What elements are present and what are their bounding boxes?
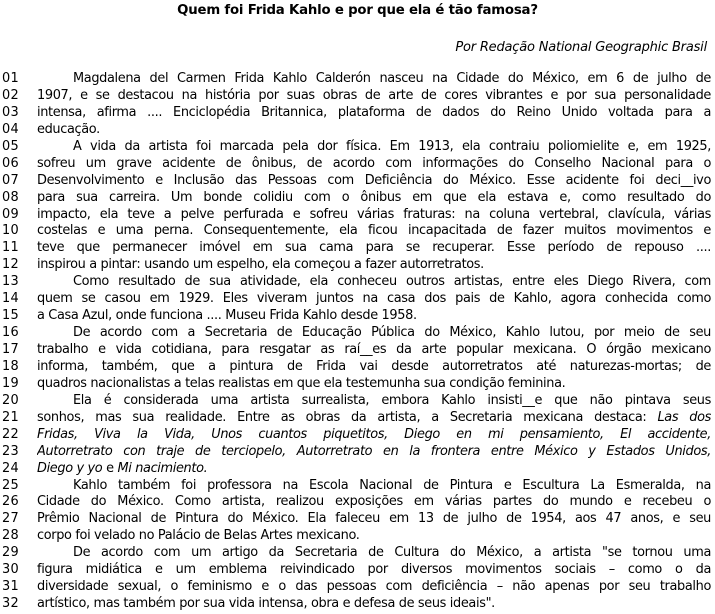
text-line xyxy=(0,156,715,173)
text-line xyxy=(0,173,715,190)
line-number: 12 xyxy=(2,257,20,273)
line-text xyxy=(37,88,711,105)
line-number: 03 xyxy=(2,104,20,120)
line-text-segment: costelas e uma perna. Consequentemente, ela ficou incapacitada de fazer muitos movimentos e xyxy=(37,223,711,239)
line-text-segment: teve que permanecer imóvel em sua cama para se recuperar. Esse período de repouso .... xyxy=(37,240,711,256)
line-text xyxy=(37,461,711,478)
line-text xyxy=(37,173,711,190)
line-text xyxy=(37,257,711,274)
text-line xyxy=(0,105,715,122)
line-text xyxy=(37,494,711,511)
text-line xyxy=(0,410,715,427)
line-number: 26 xyxy=(2,494,20,510)
line-text xyxy=(37,71,711,88)
line-text xyxy=(37,410,711,427)
line-number: 32 xyxy=(2,596,20,612)
line-number: 15 xyxy=(2,308,20,324)
text-line xyxy=(0,88,715,105)
text-line xyxy=(0,596,715,613)
line-text xyxy=(37,207,711,224)
article-byline: Por Redação National Geographic Brasil xyxy=(455,40,707,55)
line-number: 22 xyxy=(2,426,20,442)
line-text-segment: De acordo com a Secretaria de Educação Pública do México, Kahlo lutou, por meio de seu xyxy=(73,325,711,341)
text-line xyxy=(0,528,715,545)
line-text-segment: Como resultado de sua atividade, ela conheceu outros artistas, entre eles Diego Rivera, com xyxy=(73,274,711,290)
line-text xyxy=(37,359,711,376)
line-number: 14 xyxy=(2,291,20,307)
line-text-segment: corpo foi velado no Palácio de Belas Artes mexicano. xyxy=(37,528,360,544)
line-text-segment: sofreu um grave acidente de ônibus, de acordo com informações do Conselho Nacional para o xyxy=(37,155,711,171)
line-text xyxy=(37,528,711,545)
text-line xyxy=(0,461,715,478)
line-text-segment: informa, também, que a pintura de Frida vai desde autorretratos até naturezas-mortas; de xyxy=(37,358,711,374)
line-text xyxy=(37,478,711,495)
text-line xyxy=(0,139,715,156)
line-text xyxy=(37,376,711,393)
line-text xyxy=(37,511,711,528)
article-body xyxy=(0,71,715,613)
line-text xyxy=(37,122,711,139)
line-number: 08 xyxy=(2,189,20,205)
line-text xyxy=(37,393,711,410)
line-text-segment: Desenvolvimento e Inclusão das Pessoas com Deficiência do México. Esse acidente foi deci__ivo xyxy=(37,172,711,188)
line-number: 13 xyxy=(2,274,20,290)
line-text xyxy=(37,240,711,257)
artwork-title: Las dos xyxy=(657,409,711,425)
line-text xyxy=(37,139,711,156)
line-text-segment: A vida da artista foi marcada pela dor física. Em 1913, ela contraiu poliomielite e, em 1925, xyxy=(73,138,711,154)
line-number: 31 xyxy=(2,579,20,595)
line-text-segment: figura midiática e um emblema reivindicado por diversos movimentos sociais – como o da xyxy=(37,562,711,578)
line-text xyxy=(37,325,711,342)
line-number: 10 xyxy=(2,223,20,239)
line-number: 16 xyxy=(2,325,20,341)
line-text-segment: a Casa Azul, onde funciona .... Museu Frida Kahlo desde 1958. xyxy=(37,308,417,324)
text-line xyxy=(0,274,715,291)
line-number: 29 xyxy=(2,545,20,561)
line-text xyxy=(37,444,711,461)
text-line xyxy=(0,562,715,579)
line-text-segment: Kahlo também foi professora na Escola Nacional de Pintura e Escultura La Esmeralda, na xyxy=(73,477,711,493)
text-line xyxy=(0,545,715,562)
line-text xyxy=(37,105,711,122)
artwork-title: Diego y yo xyxy=(37,460,103,476)
line-text-segment: inspirou a pintar: usando um espelho, ela começou a fazer autorretratos. xyxy=(37,257,484,273)
line-number: 06 xyxy=(2,155,20,171)
text-line xyxy=(0,71,715,88)
line-number: 28 xyxy=(2,528,20,544)
line-text-segment: De acordo com um artigo da Secretaria de Cultura do México, a artista "se tornou uma xyxy=(73,545,711,561)
text-line xyxy=(0,308,715,325)
line-number: 02 xyxy=(2,87,20,103)
line-text-segment: para sua carreira. Um bonde colidiu com o ônibus em que ela estava e, como resultado do xyxy=(37,189,711,205)
line-text-segment: educação. xyxy=(37,121,100,137)
line-text xyxy=(37,596,711,613)
line-text-segment: 1907, e se destacou na história por suas obras de arte de cores vibrantes e por sua personalidade xyxy=(37,87,711,103)
article-title: Quem foi Frida Kahlo e por que ela é tão famosa? xyxy=(177,3,538,18)
artwork-title: Mi nacimiento. xyxy=(117,460,208,476)
artwork-title: Fridas, Viva la Vida, Unos cuantos piquetitos, Diego en mi pensamiento, El accidente, xyxy=(37,426,711,442)
text-line xyxy=(0,207,715,224)
text-line xyxy=(0,291,715,308)
line-text xyxy=(37,579,711,596)
line-text-segment: artístico, mas também por sua vida intensa, obra e defesa de seus ideais". xyxy=(37,596,495,612)
text-line xyxy=(0,342,715,359)
text-line xyxy=(0,122,715,139)
line-number: 05 xyxy=(2,138,20,154)
line-text xyxy=(37,223,711,240)
line-text-segment: Magdalena del Carmen Frida Kahlo Calderón nasceu na Cidade do México, em 6 de julho de xyxy=(73,71,711,86)
line-number: 04 xyxy=(2,121,20,137)
text-line xyxy=(0,427,715,444)
line-number: 09 xyxy=(2,206,20,222)
artwork-title: Autorretrato con traje de terciopelo, Autorretrato en la frontera entre México y Estados Unidos, xyxy=(37,443,711,459)
line-text-segment: intensa, afirma .... Enciclopédia Britannica, plataforma de dados do Reino Unido voltada para a xyxy=(37,104,711,120)
line-number: 24 xyxy=(2,460,20,476)
text-line xyxy=(0,190,715,207)
line-number: 18 xyxy=(2,358,20,374)
line-text xyxy=(37,190,711,207)
line-text-segment: diversidade sexual, o feminismo e o das pessoas com deficiência – não apenas por seu trabalho xyxy=(37,579,711,595)
line-number: 01 xyxy=(2,71,20,86)
line-text xyxy=(37,308,711,325)
line-number: 17 xyxy=(2,342,20,357)
text-line xyxy=(0,325,715,342)
text-line xyxy=(0,393,715,410)
text-line xyxy=(0,444,715,461)
line-text-segment: Cidade do México. Como artista, realizou exposições em várias partes do mundo e recebeu o xyxy=(37,494,711,510)
line-text-segment: Ela é considerada uma artista surrealista, embora Kahlo insisti__e que não pintava seus xyxy=(73,392,711,408)
line-text-segment: trabalho e vida cotidiana, para resgatar as raí__es da arte popular mexicana. O órgão mexicano xyxy=(37,342,711,357)
text-line xyxy=(0,359,715,376)
line-number: 19 xyxy=(2,375,20,391)
line-text xyxy=(37,156,711,173)
line-number: 23 xyxy=(2,443,20,459)
text-line xyxy=(0,223,715,240)
line-text-segment: quadros nacionalistas a telas realistas em que ela testemunha sua condição feminina. xyxy=(37,375,566,391)
text-line xyxy=(0,478,715,495)
line-text-segment: sonhos, mas sua realidade. Entre as obras da artista, a Secretaria mexicana destaca: xyxy=(37,409,647,425)
line-text-segment: impacto, ela teve a pelve perfurada e sofreu várias fraturas: na coluna vertebral, clavícula, várias xyxy=(37,206,711,222)
line-text xyxy=(37,427,711,444)
text-line xyxy=(0,257,715,274)
line-text-segment: quem se casou em 1929. Eles viveram juntos na casa dos pais de Kahlo, agora conhecida como xyxy=(37,291,711,307)
line-number: 27 xyxy=(2,511,20,527)
line-number: 25 xyxy=(2,477,20,493)
text-line xyxy=(0,579,715,596)
line-number: 11 xyxy=(2,240,20,256)
line-text xyxy=(37,545,711,562)
text-line xyxy=(0,494,715,511)
line-number: 20 xyxy=(2,392,20,408)
line-text-segment: e xyxy=(106,460,114,476)
line-text xyxy=(37,291,711,308)
line-text xyxy=(37,342,711,359)
line-text xyxy=(37,562,711,579)
text-line xyxy=(0,511,715,528)
line-number: 07 xyxy=(2,172,20,188)
line-number: 30 xyxy=(2,562,20,578)
text-line xyxy=(0,240,715,257)
line-text xyxy=(37,274,711,291)
line-text-segment: Prêmio Nacional de Pintura do México. Ela faleceu em 13 de julho de 1954, aos 47 anos, e seu xyxy=(37,511,711,527)
text-line xyxy=(0,376,715,393)
line-number: 21 xyxy=(2,409,20,425)
